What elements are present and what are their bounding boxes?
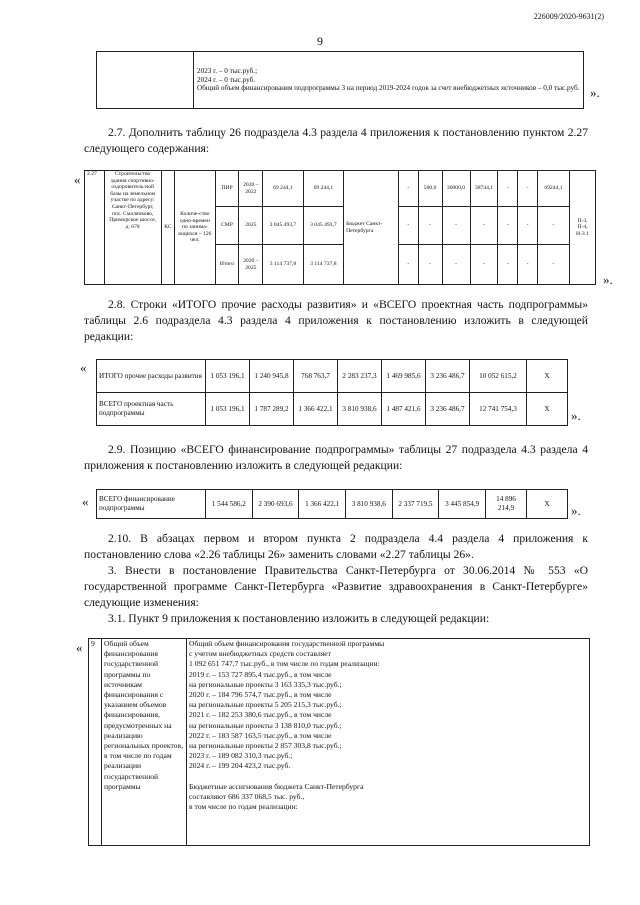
- content-line: 2020 г. – 184 796 574,7 тыс.руб., в том числе: [189, 690, 332, 700]
- dash-cell: -: [418, 207, 442, 245]
- item-content: [187, 639, 590, 846]
- value: 1 366 422,1: [294, 393, 338, 426]
- value: 3 045 493,7: [303, 207, 343, 245]
- empty-cell: [97, 52, 194, 109]
- value: 1 544 586,2: [206, 490, 253, 519]
- paragraph-2-9: 2.9. Позицию «ВСЕГО финансирование подпрограммы» таблицы 27 подраздела 4.3 раздела 4 приложения к постановлению изложить в следующей редакции:: [84, 443, 588, 472]
- value: 1 053 196,1: [206, 360, 250, 393]
- table-2-27: [84, 170, 596, 285]
- closing-quote: ».: [590, 85, 600, 100]
- fragment-line: 2024 г. – 0 тыс.руб.: [197, 75, 256, 84]
- value: 1 787 289,2: [250, 393, 294, 426]
- content-line: 2019 г. – 153 727 895,4 тыс.руб., в том числе: [189, 669, 332, 679]
- dash-cell: -: [399, 245, 419, 285]
- dash-cell: -: [442, 207, 470, 245]
- table-item-9: [88, 638, 590, 846]
- paragraph-3: 3. Внести в постановление Правительства Санкт-Петербурга от 30.06.2014 № 553 «О государственной программе Санкт-Петербурга «Развитие здравоохранения в Санкт-Петербурге» следующие изменения:: [84, 564, 588, 609]
- content-line: с учетом внебюджетных средств составляет: [189, 649, 332, 659]
- value: 69 244,1: [303, 171, 343, 207]
- closing-quote: ».: [603, 272, 613, 287]
- value: 2 283 237,3: [338, 360, 382, 393]
- x-cell: X: [527, 490, 568, 519]
- fragment-line: Общий объем финансирования подпрограммы 3 на период 2019-2024 годов за счет внебюджетных источников – 0,0 тыс.руб.: [197, 84, 580, 93]
- value-total: 12 741 754,3: [470, 393, 527, 426]
- content-line: 2021 г. – 182 253 380,6 тыс.руб., в том числе: [189, 710, 332, 720]
- content-line: Бюджетные ассигнования бюджета Санкт-Петербурга: [189, 781, 364, 791]
- content-line: Общий объем финансирования государственной программы: [189, 639, 385, 648]
- dash-cell: -: [418, 245, 442, 285]
- content-line: 2022 г. – 183 587 163,5 тыс.руб., в том числе: [189, 730, 332, 740]
- content-line: на региональные проекты 2 857 303,8 тыс.руб.;: [189, 741, 342, 751]
- value: 1 366 422,1: [299, 490, 346, 519]
- content-line: на региональные проекты 3 138 810,0 тыс.руб.;: [189, 720, 342, 730]
- row-label: ВСЕГО проектная часть подпрограммы: [97, 393, 206, 426]
- content-line: 1 092 651 747,7 тыс.руб., в том числе по годам реализации:: [189, 659, 380, 669]
- x-cell: X: [527, 393, 568, 426]
- dash-cell: -: [537, 207, 569, 245]
- year-value: 38744,1: [470, 171, 498, 207]
- period: 2020 – 2022: [239, 171, 263, 207]
- value: 768 763,7: [294, 360, 338, 393]
- content-line: на региональные проекты 3 163 335,3 тыс.руб.;: [189, 679, 342, 689]
- year-value: 500,0: [418, 171, 442, 207]
- document-number: 226009/2020-9631(2): [533, 12, 604, 21]
- blank-line: [189, 772, 587, 782]
- content-line: 2023 г. – 189 082 310,3 тыс.руб.;: [189, 751, 293, 761]
- value: 3 445 854,9: [439, 490, 486, 519]
- closing-quote: ».: [571, 503, 581, 518]
- dash-cell: -: [442, 245, 470, 285]
- stage: Итого: [215, 245, 239, 285]
- value: 3 810 938,6: [345, 490, 392, 519]
- year-value: -: [518, 171, 538, 207]
- value: 3 045 493,7: [263, 207, 303, 245]
- value: 3 114 737,8: [303, 245, 343, 285]
- top-fragment-table: [96, 51, 584, 109]
- table-2-8: [96, 359, 568, 426]
- row-label: ВСЕГО финансирование подпрограммы: [97, 490, 206, 519]
- object-name: Строительство здания спортивно-оздоровитель-ной базы на земельном участке по адресу: Санкт-Петербург, пос. Смолячково, Приморское шоссе, д. 678: [104, 171, 161, 285]
- stage: ПИР: [215, 171, 239, 207]
- opening-quote: «: [76, 640, 83, 655]
- paragraph-3-1: 3.1. Пункт 9 приложения к постановлению изложить в следующей редакции:: [108, 612, 490, 625]
- dash-cell: -: [498, 207, 518, 245]
- value-total: 14 896 214,9: [486, 490, 527, 519]
- dash-cell: -: [470, 245, 498, 285]
- paragraph-2-8: 2.8. Строки «ИТОГО прочие расходы развития» и «ВСЕГО проектная часть подпрограммы» таблицы 2.6 подраздела 4.3 раздела 4 приложения к постановлению изложить в следующей редакции:: [84, 298, 588, 343]
- value: 3 236 486,7: [426, 360, 470, 393]
- dash-cell: -: [399, 207, 419, 245]
- year-value: -: [399, 171, 419, 207]
- period: 2025: [239, 207, 263, 245]
- content-line: в том числе по годам реализации:: [189, 802, 298, 812]
- top-fragment-content: [194, 52, 584, 109]
- stage: СМР: [215, 207, 239, 245]
- x-cell: X: [527, 360, 568, 393]
- capacity: Количе-ство одно-времен по занима-ющихся – 126 чел.: [175, 171, 215, 285]
- page-number: 9: [317, 34, 323, 48]
- year-total: 69244,1: [537, 171, 569, 207]
- value: 2 390 693,6: [252, 490, 299, 519]
- object-code: КС: [161, 171, 174, 285]
- value: 2 337 719,5: [392, 490, 439, 519]
- references: П-3, П-4, И-3.1: [569, 171, 595, 285]
- item-label: Общий объем финансирования государственной программы по источникам финансирования с указанием объемов финансирования, предусмотренных на реализацию региональных проектов, в том числе по годам реализации государственной программы: [102, 639, 187, 846]
- value: 69 244,1: [263, 171, 303, 207]
- fragment-line: 2023 г. – 0 тыс.руб.;: [197, 67, 258, 76]
- opening-quote: «: [82, 494, 89, 509]
- dash-cell: -: [498, 245, 518, 285]
- paragraph-2-7: 2.7. Дополнить таблицу 26 подраздела 4.3 раздела 4 приложения к постановлению пунктом 2.27 следующего содержания:: [84, 126, 588, 155]
- row-number: 2.27: [85, 171, 105, 285]
- value: 3 114 737,8: [263, 245, 303, 285]
- opening-quote: «: [74, 172, 81, 187]
- dash-cell: -: [537, 245, 569, 285]
- content-line: 2024 г. – 199 204 423,2 тыс.руб.: [189, 761, 291, 771]
- content-line: составляют 686 337 068,5 тыс. руб.,: [189, 791, 305, 801]
- closing-quote: ».: [571, 408, 581, 423]
- dash-cell: -: [518, 207, 538, 245]
- value: 3 810 938,6: [338, 393, 382, 426]
- value: 1 053 196,1: [206, 393, 250, 426]
- value: 1 469 985,6: [382, 360, 426, 393]
- dash-cell: -: [518, 245, 538, 285]
- value: 3 236 486,7: [426, 393, 470, 426]
- year-value: -: [498, 171, 518, 207]
- dash-cell: -: [470, 207, 498, 245]
- paragraph-2-10: 2.10. В абзацах первом и втором пункта 2 подраздела 4.4 раздела 4 приложения к постановлению слова «2.26 таблицы 26» заменить словами «2.27 таблицы 26».: [84, 532, 588, 561]
- value: 1 487 421,6: [382, 393, 426, 426]
- content-line: на региональные проекты 5 205 215,3 тыс.руб.;: [189, 700, 342, 710]
- row-label: ИТОГО прочие расходы развития: [97, 360, 206, 393]
- item-number: 9: [89, 639, 102, 846]
- opening-quote: «: [80, 360, 87, 375]
- period: 2020 – 2025: [239, 245, 263, 285]
- funding-source: Бюджет Санкт-Петербурга: [344, 171, 399, 285]
- value: 1 240 945,8: [250, 360, 294, 393]
- table-2-9: [96, 489, 568, 519]
- year-value: 30000,0: [442, 171, 470, 207]
- value-total: 10 052 615,2: [470, 360, 527, 393]
